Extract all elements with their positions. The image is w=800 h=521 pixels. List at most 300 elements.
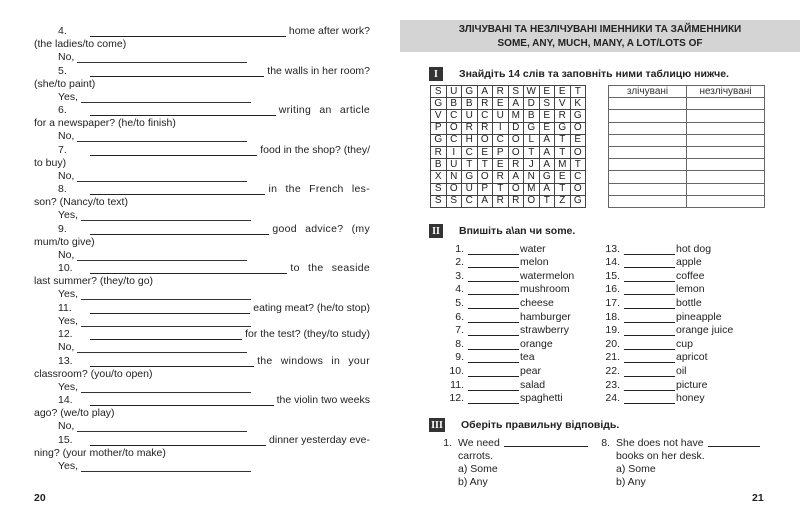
option-a[interactable]: a) Some — [458, 463, 498, 475]
grid-cell[interactable]: V — [555, 98, 571, 110]
grid-cell[interactable]: U — [462, 110, 478, 122]
article-blank[interactable] — [468, 367, 519, 377]
section-3-heading — [429, 418, 619, 432]
question-hint: ning? (your mother/to make) — [34, 446, 166, 459]
grid-cell[interactable]: P — [493, 146, 509, 158]
answer-blank[interactable] — [90, 185, 265, 195]
question-number: 6. — [58, 104, 67, 116]
question-hint: son? (Nancy/to text) — [34, 196, 128, 208]
item-number: 21. — [605, 351, 620, 364]
question-text: in the French les- — [268, 183, 370, 195]
answer-blank[interactable] — [90, 264, 287, 274]
grid-cell[interactable]: E — [555, 171, 571, 183]
short-answer-blank[interactable] — [77, 343, 247, 353]
item-number: 4. — [455, 283, 464, 296]
question-hint: mum/to give) — [34, 235, 95, 248]
grid-cell[interactable]: D — [524, 98, 540, 110]
question-stem: We need — [458, 437, 500, 449]
grid-cell[interactable]: R — [431, 146, 447, 158]
item-word: water — [520, 242, 546, 255]
grid-cell[interactable]: C — [493, 134, 509, 146]
chapter-title-en: SOME, ANY, MUCH, MANY, A LOT/LOTS OF — [497, 38, 703, 49]
grid-cell[interactable]: T — [493, 183, 509, 195]
fill-item — [594, 242, 733, 256]
item-number: 16. — [605, 283, 620, 296]
table-row — [609, 110, 765, 122]
fill-item — [438, 296, 574, 310]
article-blank[interactable] — [468, 326, 519, 336]
article-blank[interactable] — [624, 340, 675, 350]
grid-cell[interactable]: O — [570, 146, 586, 158]
item-number: 13. — [605, 242, 620, 255]
grid-cell[interactable]: G — [539, 171, 555, 183]
article-blank[interactable] — [624, 381, 675, 391]
grid-cell[interactable]: O — [570, 122, 586, 134]
answer-blank[interactable] — [708, 437, 760, 447]
question-5 — [34, 65, 370, 104]
article-blank[interactable] — [468, 394, 519, 404]
question-number: 14. — [58, 394, 73, 406]
countable-cell[interactable] — [609, 110, 687, 122]
answer-blank[interactable] — [90, 225, 269, 235]
question-number: 10. — [58, 262, 73, 274]
article-blank[interactable] — [624, 313, 675, 323]
item-word: orange — [520, 337, 553, 350]
article-blank[interactable] — [468, 299, 519, 309]
grid-row — [431, 122, 586, 134]
grid-cell[interactable]: R — [493, 86, 509, 98]
question-4 — [34, 25, 370, 64]
question-text: the windows in your — [257, 354, 370, 367]
item-number: 3. — [455, 269, 464, 282]
question-number: 4. — [58, 25, 67, 37]
grid-cell[interactable]: M — [508, 110, 524, 122]
uncountable-cell[interactable] — [687, 122, 765, 134]
item-word: tea — [520, 351, 535, 364]
grid-cell[interactable]: B — [524, 110, 540, 122]
short-answer-blank[interactable] — [77, 172, 247, 182]
item-word: spaghetti — [520, 392, 563, 405]
article-blank[interactable] — [624, 272, 675, 282]
uncountable-cell[interactable] — [687, 183, 765, 195]
question-hint: (she/to paint) — [34, 77, 96, 90]
short-answer-prefix: Yes, — [58, 209, 79, 221]
item-number: 24. — [605, 392, 620, 405]
grid-cell[interactable]: T — [570, 86, 586, 98]
countable-cell[interactable] — [609, 195, 687, 207]
short-answer-blank[interactable] — [81, 462, 251, 472]
article-blank[interactable] — [468, 340, 519, 350]
countable-cell[interactable] — [609, 183, 687, 195]
question-8 — [34, 183, 370, 222]
item-word: watermelon — [520, 269, 575, 282]
uncountable-cell[interactable] — [687, 134, 765, 146]
countable-cell[interactable] — [609, 171, 687, 183]
short-answer-prefix: Yes, — [58, 288, 79, 300]
grid-row — [431, 86, 586, 98]
grid-cell[interactable]: O — [524, 195, 540, 207]
item-word: apricot — [676, 351, 708, 364]
table-row — [609, 195, 765, 207]
article-blank[interactable] — [624, 353, 675, 363]
item-word: cheese — [520, 296, 554, 309]
section-2-heading — [429, 224, 575, 238]
grid-cell[interactable]: N — [446, 171, 462, 183]
grid-cell[interactable]: G — [570, 110, 586, 122]
item-number: 10. — [449, 364, 464, 377]
grid-cell[interactable]: C — [462, 146, 478, 158]
grid-cell[interactable]: G — [462, 171, 478, 183]
grid-cell[interactable]: E — [493, 98, 509, 110]
option-b[interactable]: b) Any — [616, 476, 646, 488]
uncountable-cell[interactable] — [687, 98, 765, 110]
item-word: picture — [676, 378, 708, 391]
grid-cell[interactable]: G — [431, 134, 447, 146]
grid-cell[interactable]: A — [539, 134, 555, 146]
grid-cell[interactable]: A — [508, 171, 524, 183]
fill-item — [594, 256, 733, 270]
item-word: oil — [676, 364, 687, 377]
grid-cell[interactable]: N — [524, 171, 540, 183]
grid-cell[interactable]: I — [493, 122, 509, 134]
short-answer-blank[interactable] — [81, 317, 251, 327]
section-2-badge: II — [429, 224, 443, 238]
countable-cell[interactable] — [609, 159, 687, 171]
answer-blank[interactable] — [90, 67, 264, 77]
question-number: 1. — [443, 437, 452, 449]
question-text: food in the shop? (they/ — [260, 143, 370, 156]
grid-cell[interactable]: R — [555, 110, 571, 122]
grid-cell[interactable]: A — [539, 183, 555, 195]
grid-cell[interactable]: E — [493, 159, 509, 171]
chapter-header — [400, 20, 800, 52]
grid-row — [431, 98, 586, 110]
grid-cell[interactable]: T — [524, 146, 540, 158]
article-blank[interactable] — [468, 381, 519, 391]
answer-blank[interactable] — [90, 106, 276, 116]
grid-cell[interactable]: R — [477, 98, 493, 110]
grid-cell[interactable]: A — [477, 195, 493, 207]
article-blank[interactable] — [468, 285, 519, 295]
grid-cell[interactable]: R — [493, 171, 509, 183]
grid-cell[interactable]: T — [462, 159, 478, 171]
short-answer-prefix: Yes, — [58, 314, 79, 327]
grid-cell[interactable]: D — [508, 122, 524, 134]
question-hint: (the ladies/to come) — [34, 38, 127, 50]
question-hint: ago? (we/to play) — [34, 407, 115, 419]
grid-cell[interactable]: R — [508, 159, 524, 171]
countable-cell[interactable] — [609, 122, 687, 134]
fill-item — [594, 351, 733, 365]
article-blank[interactable] — [624, 258, 675, 268]
fill-item — [438, 337, 574, 351]
grid-cell[interactable]: K — [570, 98, 586, 110]
grid-cell[interactable]: R — [462, 122, 478, 134]
short-answer-prefix: No, — [58, 420, 75, 432]
answer-blank[interactable] — [90, 146, 257, 156]
fill-item — [438, 283, 574, 297]
item-word: pear — [520, 364, 542, 377]
grid-cell[interactable]: E — [539, 86, 555, 98]
short-answer-blank[interactable] — [81, 383, 251, 393]
grid-cell[interactable]: C — [446, 110, 462, 122]
table-row — [609, 134, 765, 146]
fill-item — [438, 392, 574, 406]
item-word: lemon — [676, 283, 705, 296]
grid-cell[interactable]: M — [555, 159, 571, 171]
fill-item — [594, 310, 733, 324]
item-number: 12. — [449, 392, 464, 405]
grid-cell[interactable]: E — [477, 146, 493, 158]
grid-cell[interactable]: S — [431, 183, 447, 195]
answer-blank[interactable] — [90, 330, 242, 340]
item-word: mushroom — [520, 283, 570, 296]
countable-uncountable-table — [608, 85, 765, 208]
grid-cell[interactable]: P — [431, 122, 447, 134]
table-row — [609, 98, 765, 110]
grid-cell[interactable]: B — [431, 159, 447, 171]
question-hint: last summer? (they/to go) — [34, 275, 154, 287]
article-blank[interactable] — [468, 245, 519, 255]
question-text: home after work? — [288, 25, 370, 37]
grid-cell[interactable]: G — [524, 122, 540, 134]
grid-cell[interactable]: A — [539, 159, 555, 171]
fill-item — [594, 392, 733, 406]
grid-cell[interactable]: Z — [555, 195, 571, 207]
uncountable-cell[interactable] — [687, 171, 765, 183]
item-number: 19. — [605, 324, 620, 337]
article-blank[interactable] — [624, 299, 675, 309]
table-row — [609, 183, 765, 195]
grid-cell[interactable]: R — [477, 122, 493, 134]
item-number: 17. — [605, 296, 620, 309]
grid-cell[interactable]: U — [493, 110, 509, 122]
item-number: 23. — [605, 378, 620, 391]
section-1-heading — [429, 67, 729, 81]
item-number: 22. — [605, 364, 620, 377]
grid-cell[interactable]: G — [462, 86, 478, 98]
fill-item — [594, 337, 733, 351]
grid-cell[interactable]: T — [555, 183, 571, 195]
article-blank[interactable] — [468, 353, 519, 363]
grid-cell[interactable]: P — [477, 183, 493, 195]
grid-cell[interactable]: C — [477, 110, 493, 122]
question-number: 9. — [58, 222, 67, 235]
grid-cell[interactable]: E — [555, 86, 571, 98]
question-7 — [34, 144, 370, 183]
article-blank[interactable] — [624, 367, 675, 377]
fill-column-1 — [438, 242, 574, 405]
question-13 — [34, 355, 370, 394]
grid-cell[interactable]: E — [539, 122, 555, 134]
grid-cell[interactable]: R — [493, 195, 509, 207]
question-number: 12. — [58, 328, 73, 340]
grid-cell[interactable]: G — [431, 98, 447, 110]
grid-cell[interactable]: O — [477, 134, 493, 146]
question-6 — [34, 104, 370, 143]
grid-cell[interactable]: H — [462, 134, 478, 146]
item-number: 18. — [605, 310, 620, 323]
article-blank[interactable] — [468, 272, 519, 282]
answer-blank[interactable] — [90, 304, 250, 314]
uncountable-cell[interactable] — [687, 159, 765, 171]
countable-cell[interactable] — [609, 146, 687, 158]
question-hint: classroom? (you/to open) — [34, 367, 153, 380]
answer-blank[interactable] — [90, 436, 266, 446]
item-number: 15. — [605, 269, 620, 282]
short-answer-prefix: Yes, — [58, 459, 79, 472]
countable-cell[interactable] — [609, 98, 687, 110]
grid-cell[interactable]: J — [524, 159, 540, 171]
question-number: 8. — [58, 183, 67, 195]
fill-item — [594, 324, 733, 338]
section-1-badge: I — [429, 67, 443, 81]
short-answer-prefix: No, — [58, 248, 75, 261]
option-a[interactable]: a) Some — [616, 463, 656, 475]
item-word: coffee — [676, 269, 705, 282]
section-2-title: Впишіть a\an чи some. — [459, 225, 576, 237]
item-word: cup — [676, 337, 693, 350]
grid-cell[interactable]: L — [524, 134, 540, 146]
grid-cell[interactable]: T — [539, 195, 555, 207]
fill-item — [438, 364, 574, 378]
grid-cell[interactable]: O — [508, 134, 524, 146]
grid-cell[interactable]: T — [570, 159, 586, 171]
answer-blank[interactable] — [90, 357, 254, 367]
article-blank[interactable] — [468, 258, 519, 268]
grid-cell[interactable]: A — [508, 98, 524, 110]
grid-cell[interactable]: A — [477, 86, 493, 98]
question-15 — [34, 434, 370, 473]
grid-cell[interactable]: T — [555, 134, 571, 146]
item-word: hot dog — [676, 242, 712, 255]
uncountable-cell[interactable] — [687, 195, 765, 207]
article-blank[interactable] — [624, 245, 675, 255]
uncountable-cell[interactable] — [687, 146, 765, 158]
item-word: melon — [520, 256, 549, 269]
short-answer-blank[interactable] — [77, 53, 247, 63]
section-3-title: Оберіть правильну відповідь. — [461, 419, 620, 431]
grid-cell[interactable]: O — [508, 146, 524, 158]
question-text: writing an article — [278, 104, 370, 116]
chapter-title-uk: ЗЛІЧУВАНІ ТА НЕЗЛІЧУВАНІ ІМЕННИКИ ТА ЗАЙМЕННИКИ — [458, 24, 742, 35]
fill-item — [438, 351, 574, 365]
answer-blank[interactable] — [90, 27, 286, 37]
question-number: 5. — [58, 64, 67, 77]
grid-cell[interactable]: S — [446, 195, 462, 207]
table-row — [609, 146, 765, 158]
grid-cell[interactable]: M — [524, 183, 540, 195]
grid-cell[interactable]: S — [431, 86, 447, 98]
item-number: 2. — [455, 256, 464, 269]
fill-item — [594, 269, 733, 283]
grid-cell[interactable]: S — [431, 195, 447, 207]
word-search-grid — [430, 85, 586, 208]
grid-cell[interactable]: E — [570, 134, 586, 146]
option-b[interactable]: b) Any — [458, 476, 488, 488]
item-word: bottle — [676, 296, 702, 309]
grid-row — [431, 195, 586, 207]
grid-cell[interactable]: B — [446, 98, 462, 110]
grid-cell[interactable]: U — [462, 183, 478, 195]
item-number: 6. — [455, 310, 464, 323]
answer-blank[interactable] — [90, 396, 274, 406]
question-9 — [34, 223, 370, 262]
grid-cell[interactable]: C — [446, 134, 462, 146]
grid-cell[interactable]: S — [539, 98, 555, 110]
item-number: 5. — [455, 296, 464, 309]
grid-cell[interactable]: U — [446, 159, 462, 171]
short-answer-blank[interactable] — [77, 132, 247, 142]
table-row — [609, 159, 765, 171]
short-answer-blank[interactable] — [81, 290, 251, 300]
grid-cell[interactable]: X — [431, 171, 447, 183]
article-blank[interactable] — [624, 326, 675, 336]
grid-cell[interactable]: G — [555, 122, 571, 134]
grid-cell[interactable]: O — [508, 183, 524, 195]
grid-cell[interactable]: I — [446, 146, 462, 158]
short-answer-blank[interactable] — [77, 422, 247, 432]
answer-blank[interactable] — [504, 437, 588, 447]
header-countable: злічувані — [609, 86, 687, 98]
item-word: hamburger — [520, 310, 571, 323]
grid-cell[interactable]: V — [431, 110, 447, 122]
grid-cell[interactable]: T — [555, 146, 571, 158]
article-blank[interactable] — [468, 313, 519, 323]
uncountable-cell[interactable] — [687, 110, 765, 122]
fill-item — [438, 269, 574, 283]
grid-cell[interactable]: U — [446, 86, 462, 98]
short-answer-blank[interactable] — [77, 251, 247, 261]
question-text: dinner yesterday eve- — [269, 433, 370, 446]
grid-cell[interactable]: R — [508, 195, 524, 207]
short-answer-blank[interactable] — [81, 93, 251, 103]
question-text: for the test? (they/to study) — [245, 328, 370, 340]
short-answer-prefix: Yes, — [58, 380, 79, 393]
question-text: the walls in her room? — [267, 64, 370, 77]
table-row — [609, 171, 765, 183]
table-row — [609, 122, 765, 134]
item-number: 7. — [455, 324, 464, 337]
item-number: 1. — [455, 242, 464, 255]
page-number-right: 21 — [752, 492, 764, 504]
article-blank[interactable] — [624, 394, 675, 404]
grid-cell[interactable]: W — [524, 86, 540, 98]
question-number: 7. — [58, 143, 67, 156]
grid-row — [431, 146, 586, 158]
question-hint: for a newspaper? (he/to finish) — [34, 117, 176, 129]
grid-cell[interactable]: S — [508, 86, 524, 98]
grid-cell[interactable]: O — [477, 171, 493, 183]
short-answer-blank[interactable] — [81, 211, 251, 221]
grid-cell[interactable]: O — [570, 183, 586, 195]
grid-cell[interactable]: B — [462, 98, 478, 110]
grid-cell[interactable]: O — [446, 183, 462, 195]
article-blank[interactable] — [624, 285, 675, 295]
grid-cell[interactable]: O — [446, 122, 462, 134]
grid-cell[interactable]: G — [570, 195, 586, 207]
grid-row — [431, 171, 586, 183]
question-12 — [34, 328, 370, 354]
grid-cell[interactable]: C — [462, 195, 478, 207]
grid-cell[interactable]: A — [539, 146, 555, 158]
countable-cell[interactable] — [609, 134, 687, 146]
grid-cell[interactable]: E — [539, 110, 555, 122]
grid-cell[interactable]: C — [570, 171, 586, 183]
grid-cell[interactable]: T — [477, 159, 493, 171]
question-14 — [34, 394, 370, 433]
page-number-left: 20 — [34, 492, 46, 504]
